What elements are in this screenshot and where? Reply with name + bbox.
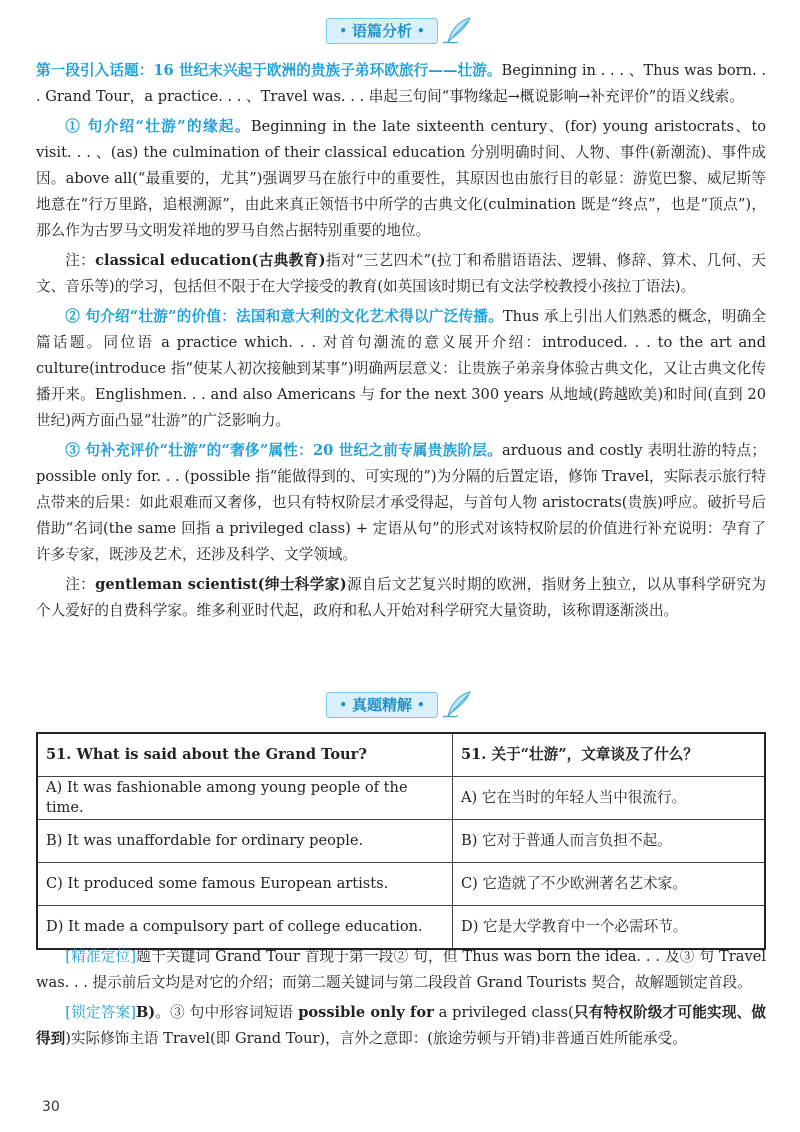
page-number: 30 xyxy=(42,1099,60,1115)
question-stem-en: 51. What is said about the Grand Tour? xyxy=(37,733,453,777)
question-stem-zh: 51. 关于“壮游”，文章谈及了什么？ xyxy=(453,733,766,777)
answer-gloss: 只有特权阶级才可能实现、做得到 xyxy=(36,1004,766,1047)
table-row xyxy=(37,733,765,777)
explanation-answer xyxy=(36,1000,766,1052)
section-banner-analysis xyxy=(0,16,800,46)
paragraph-sentence-3 xyxy=(36,438,766,568)
banner-dot: • xyxy=(339,698,347,712)
note-body: 指对“三艺四术”(拉丁和希腊语语法、逻辑、修辞、算术、几何、天文、音乐等)的学习，包括但不限于在大学接受的教育(如英国该时期已有文法学校教授小孩拉丁语法)。 xyxy=(36,252,766,295)
option-d-zh: D) 它是大学教育中一个必需环节。 xyxy=(453,906,766,950)
note-body: 源自后文艺复兴时期的欧洲，指财务上独立，以从事科学研究为个人爱好的自费科学家。维多利亚时代起，政府和私人开始对科学研究大量资助，该称谓逐渐淡出。 xyxy=(36,576,766,619)
sentence-1-lead: ① 句介绍“壮游”的缘起。 xyxy=(65,118,251,135)
banner-label-box xyxy=(326,692,437,718)
banner-dot: • xyxy=(417,698,425,712)
table-row xyxy=(37,906,765,950)
paragraph-intro xyxy=(36,58,766,110)
banner-title: 真题精解 xyxy=(351,696,412,714)
intro-body: Beginning in . . . 、Thus was born. . . Grand Tour，a practice. . . 、Travel was. . . 串起三句间“事物缘起→概说影响→补充评价”的语义线索。 xyxy=(36,62,766,105)
note-gentleman-scientist xyxy=(36,572,766,624)
table-row xyxy=(37,863,765,906)
banner-title: 语篇分析 xyxy=(351,22,412,40)
intro-lead: 第一段引入话题：16 世纪末兴起于欧洲的贵族子弟环欧旅行——壮游。 xyxy=(36,62,502,79)
paragraph-sentence-2 xyxy=(36,304,766,434)
sentence-2-lead: ② 句介绍“壮游”的价值：法国和意大利的文化艺术得以广泛传播。 xyxy=(65,308,503,325)
paragraph-sentence-1 xyxy=(36,114,766,244)
sentence-2-body: Thus 承上引出人们熟悉的概念，明确全篇话题。同位语 a practice which. . . 对首句潮流的意义展开介绍：introduced. . . to the art and culture(introduce 指“使某人初次接触到某事”)明确两层意义：让贵族子弟亲身体验古典文化，又让古典文化传播开来。Englishmen. . . and also Americans 与 for the next 300 years 从地域(跨越欧美)和时间(直到 20 世纪)两方面凸显“壮游”的广泛影响力。 xyxy=(36,308,766,429)
answer-body: 。③ 句中形容词短语 xyxy=(155,1004,299,1021)
banner-label-box xyxy=(326,18,437,44)
note-prefix: 注： xyxy=(65,252,96,269)
option-d-en: D) It made a compulsory part of college education. xyxy=(37,906,453,950)
option-c-en: C) It produced some famous European artists. xyxy=(37,863,453,906)
sentence-1-body: Beginning in the late sixteenth century、(for) young aristocrats、to visit. . . 、(as) the culmination of their classical education 分别明确时间、人物、事件(新潮流)、事件成因。above all(“最重要的，尤其”)强调罗马在旅行中的重要性，其原因也由旅行目的彰显：游览巴黎、威尼斯等地意在“行万里路，追根溯源”，由此来真正领悟书中所学的古典文化(culmination 既是“终点”，也是“顶点”)，那么作为古罗马文明发祥地的罗马自然占据特别重要的地位。 xyxy=(36,118,767,239)
quill-pen-icon xyxy=(440,16,474,46)
sentence-3-lead: ③ 句补充评价“壮游”的“奢侈”属性：20 世纪之前专属贵族阶层。 xyxy=(65,442,502,459)
option-b-zh: B) 它对于普通人而言负担不起。 xyxy=(453,820,766,863)
note-term: classical education(古典教育) xyxy=(95,252,326,269)
answer-choice: B) xyxy=(135,1004,156,1021)
note-classical-education xyxy=(36,248,766,300)
option-a-zh: A) 它在当时的年轻人当中很流行。 xyxy=(453,777,766,820)
question-table xyxy=(36,732,766,950)
option-b-en: B) It was unaffordable for ordinary people. xyxy=(37,820,453,863)
answer-body: )实际修饰主语 Travel(即 Grand Tour)，言外之意即：(旅途劳顿与开销)非普通百姓所能承受。 xyxy=(65,1030,687,1047)
locate-body: 题干关键词 Grand Tour 首现于第一段② 句，但 Thus was born the idea. . . 及③ 句 Travel was. . . 提示前后文均是对它的介绍；而第二题关键词与第二段段首 Grand Tourists 契合，故解题锁定首段。 xyxy=(36,948,766,991)
locate-tag: [精准定位] xyxy=(65,948,137,965)
section-banner-answers xyxy=(0,690,800,720)
option-c-zh: C) 它造就了不少欧洲著名艺术家。 xyxy=(453,863,766,906)
banner-dot: • xyxy=(339,24,347,38)
analysis-content xyxy=(36,58,766,628)
explanation-content xyxy=(36,944,766,1056)
table-row xyxy=(37,820,765,863)
answer-tag: [锁定答案] xyxy=(65,1004,136,1021)
table-row xyxy=(37,777,765,820)
note-term: gentleman scientist(绅士科学家) xyxy=(95,576,347,593)
note-prefix: 注： xyxy=(65,576,96,593)
sentence-3-body: arduous and costly 表明壮游的特点；possible only for. . . (possible 指“能做得到的、可实现的”)为分隔的后置定语，修饰 Travel，实际表示旅行特点带来的后果：如此艰难而又奢侈，也只有特权阶层才承受得起，与首句人物 aristocrats(贵族)呼应。破折号后借助“名词(the same 回指 a privileged class) + 定语从句”的形式对该特权阶层的价值进行补充说明：孕育了许多专家，既涉及艺术，还涉及科学、文学领域。 xyxy=(36,442,766,563)
option-a-en: A) It was fashionable among young people of the time. xyxy=(37,777,453,820)
explanation-locate xyxy=(36,944,766,996)
answer-phrase: possible only for xyxy=(298,1004,434,1021)
quill-pen-icon xyxy=(440,690,474,720)
answer-body: a privileged class( xyxy=(433,1004,574,1021)
banner-dot: • xyxy=(417,24,425,38)
